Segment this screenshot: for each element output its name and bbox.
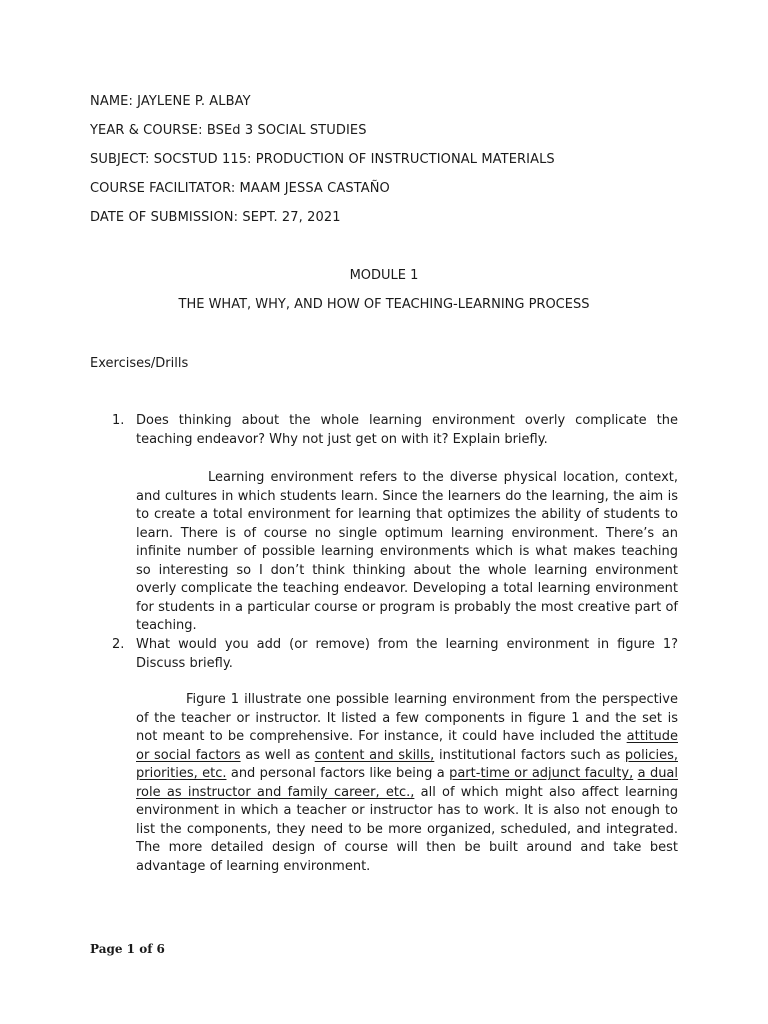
answer-paragraph: Learning environment refers to the diverse physical location, context, and cultures in which students learn. Since the learners do the learning, the aim is to create a total environment for learning that optimizes the ability of students to learn. There is of course no single optimum learning environment. There’s an infinite number of possible learning environments which is what makes teaching so interesting so I don’t think thinking about the whole learning environment overly complicate the teaching endeavor. Developing a total learning environment for students in a particular course or program is probably the most creative part of teaching. [136,470,678,633]
underlined-phrase: part-time or adjunct faculty, [449,766,634,781]
underlined-phrase: a dual role as instructor and family career, etc., [136,766,679,800]
year-course: YEAR & COURSE: BSEd 3 SOCIAL STUDIES [90,123,367,138]
underlined-phrase: attitude or social factors [136,729,678,763]
date-of-submission: DATE OF SUBMISSION: SEPT. 27, 2021 [90,210,341,225]
course-facilitator: COURSE FACILITATOR: MAAM JESSA CASTAÑO [90,181,390,196]
underlined-phrase: policies, priorities, etc. [136,747,678,781]
page-number: Page 1 of 6 [90,942,165,956]
answer-2 [136,691,678,876]
student-name: NAME: JAYLENE P. ALBAY [90,94,251,109]
question-text: Does thinking about the whole learning environment overly complicate the teaching endeavor? Why not just get on with it? Explain briefly. [136,413,678,447]
underlined-phrase: content and skills, [314,747,435,763]
subject: SUBJECT: SOCSTUD 115: PRODUCTION OF INSTRUCTIONAL MATERIALS [90,152,555,167]
module-title: THE WHAT, WHY, AND HOW OF TEACHING-LEARNING PROCESS [178,297,590,312]
module-number: MODULE 1 [349,268,419,283]
question-number: 2. [112,637,125,652]
question-text: What would you add (or remove) from the learning environment in figure 1? Discuss briefly. [136,637,678,671]
question-number: 1. [112,413,125,428]
section-label: Exercises/Drills [90,356,189,371]
answer-1 [136,469,678,636]
answer-paragraph: Figure 1 illustrate one possible learning environment from the perspective of the teacher or instructor. It listed a few components in figure 1 and the set is not meant to be comprehensive. For instance, it could have included the attitude or social factors as well as content and skills, institutional factors such as policies, priorities, etc. and personal factors like being a part-time or adjunct faculty, a dual role as instructor and family career, etc., all of which might also affect learning environment in which a teacher or instructor has to work. It is also not enough to list the components, they need to be more organized, scheduled, and integrated. The more detailed design of course will then be built around and take best advantage of learning environment. [136,692,679,874]
